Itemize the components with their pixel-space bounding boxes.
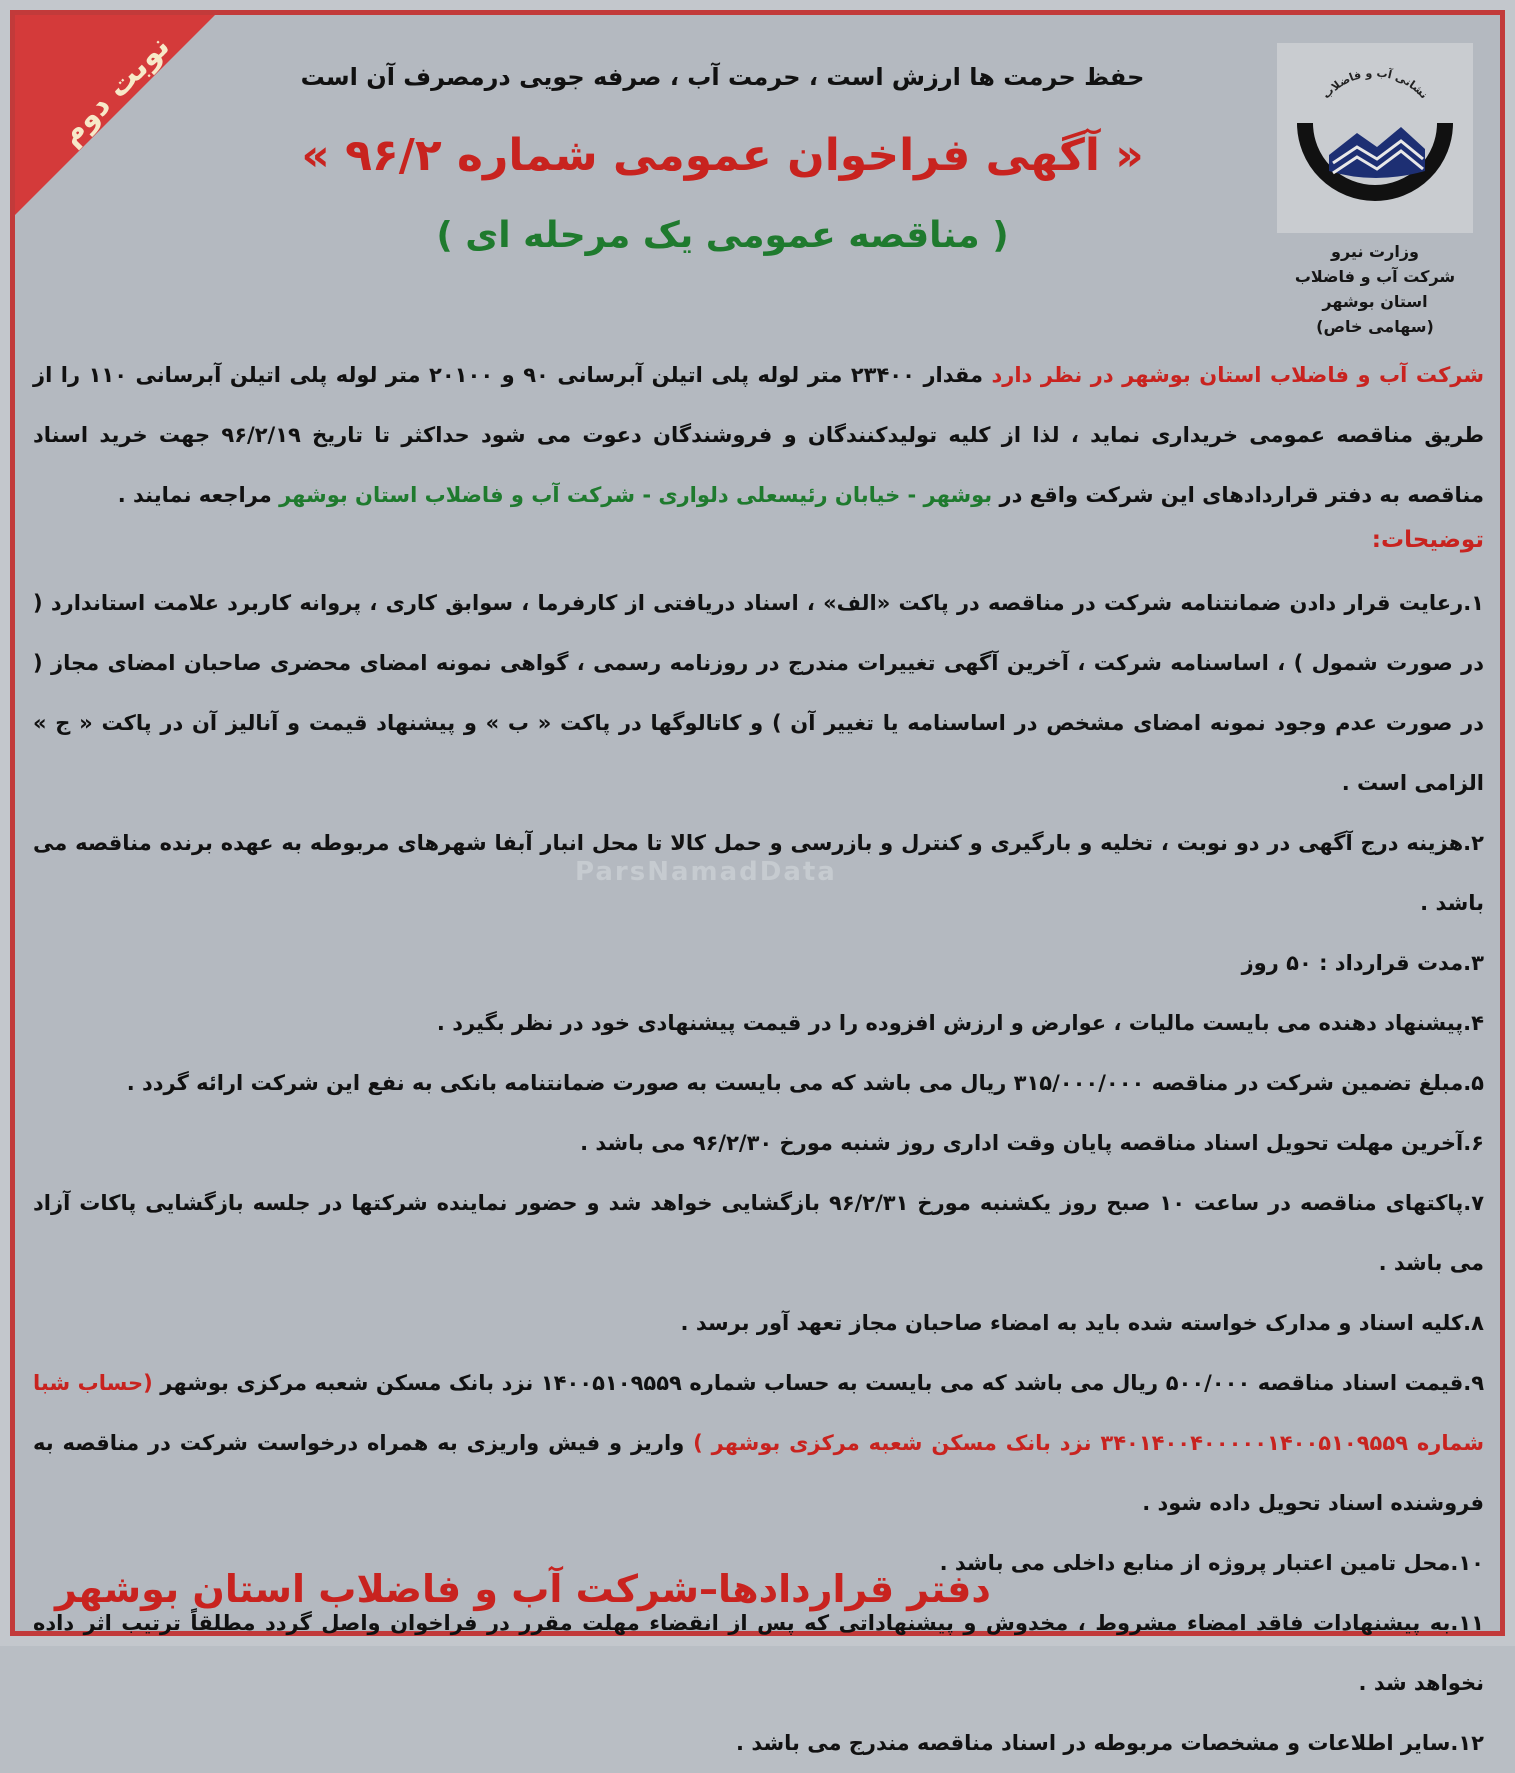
- svg-text:نشانی آب و فاضلاب: [1320, 66, 1431, 101]
- notes-heading: توضیحات:: [1371, 527, 1484, 553]
- intro-text-1: مقدار ۲۳۴۰۰ متر لوله پلی اتیلن آبرسانی ۹۰ و ۲۰۱۰۰ متر لوله پلی اتیلن آبرسانی ۱۱۰ را از طریق مناقصه عمومی خریداری نماید ، لذا از کلیه تولیدکنندگان و فروشندگان دعوت می شود حداکثر تا تاریخ ۹۶/۲/۱۹ جهت خرید اسناد مناقصه به دفتر قراردادهای این شرکت واقع در: [33, 363, 1484, 507]
- note-item-9: [33, 1353, 1484, 1533]
- note-9-text-1: ۹.قیمت اسناد مناقصه ۵۰۰/۰۰۰ ریال می باشد که می بایست به حساب شماره ۱۴۰۰۵۱۰۹۵۵۹ نزد بانک مسکن شعبه مرکزی بوشهر: [160, 1371, 1485, 1395]
- note-9-text-2: واریز و فیش واریزی به همراه درخواست شرکت در مناقصه به فروشنده اسناد تحویل داده شود .: [33, 1431, 1484, 1515]
- company-name: شرکت آب و فاضلاب استان بوشهر: [1294, 267, 1456, 311]
- water-slogan: حفظ حرمت ها ارزش است ، حرمت آب ، صرفه جویی درمصرف آن است: [300, 63, 1145, 91]
- note-item: ۳.مدت قرارداد : ۵۰ روز: [1241, 951, 1484, 975]
- intro-company: شرکت آب و فاضلاب استان بوشهر در نظر دارد: [991, 363, 1485, 387]
- intro-text-2: مراجعه نمایند .: [117, 483, 272, 507]
- ad-subtitle: ( مناقصه عمومی یک مرحله ای ): [436, 215, 1009, 256]
- corner-ribbon: [15, 15, 215, 215]
- logo-block: [1270, 43, 1480, 339]
- note-item: ۲.هزینه درج آگهی در دو نوبت ، تخلیه و بارگیری و کنترل و بازرسی و حمل کالا تا محل انبار آبفا شهرهای مربوطه به عهده برنده مناقصه می باشد .: [33, 831, 1484, 915]
- ad-frame: [10, 10, 1505, 1755]
- note-9-sheba: (حساب شبا شماره ۳۴۰۱۴۰۰۴۰۰۰۰۰۱۴۰۰۵۱۰۹۵۵۹ نزد بانک مسکن شعبه مرکزی بوشهر ): [33, 1371, 1485, 1455]
- note-item: ۱۱.به پیشنهادات فاقد امضاء مشروط ، مخدوش و پیشنهاداتی که پس از انقضاء مهلت مقرر در فراخوان واصل گردد مطلقاً ترتیب اثر داده نخواهد شد .: [33, 1611, 1484, 1695]
- ad-title: « آگهی فراخوان عمومی شماره ۹۶/۲ »: [301, 130, 1144, 181]
- note-item: ۸.کلیه اسناد و مدارک خواسته شده باید به امضاء صاحبان مجاز تعهد آور برسد .: [680, 1311, 1484, 1335]
- logo-svg: [1277, 43, 1473, 233]
- company-type: (سهامی خاص): [1316, 317, 1434, 336]
- note-item: ۱.رعایت قرار دادن ضمانتنامه شرکت در مناقصه در پاکت «الف» ، اسناد دریافتی از کارفرما ، سوابق کاری ، پروانه کاربرد علامت استاندارد ( در صورت شمول ) ، اساسنامه شرکت ، آخرین آگهی تغییرات مندرج در روزنامه رسمی ، گواهی نمونه امضای محضری صاحبان امضای مجاز ( در صورت عدم وجود نمونه امضای مشخص در اساسنامه یا تغییر آن ) و کاتالوگها در پاکت « ب » و پیشنهاد قیمت و آنالیز آن در پاکت « ج » الزامی است .: [33, 591, 1484, 795]
- footer-signature: دفتر قراردادها–شرکت آب و فاضلاب استان بوشهر: [55, 1567, 991, 1611]
- intro-paragraph: [33, 345, 1484, 525]
- ribbon-label: نوبت دوم: [53, 28, 177, 153]
- watermark: ParsNamadData: [575, 857, 837, 887]
- note-item: ۱۰.محل تامین اعتبار پروژه از منابع داخلی می باشد .: [939, 1551, 1484, 1575]
- note-item: ۵.مبلغ تضمین شرکت در مناقصه ۳۱۵/۰۰۰/۰۰۰ ریال می باشد که می بایست به صورت ضمانتنامه بانکی به نفع این شرکت ارائه گردد .: [126, 1071, 1484, 1095]
- intro-address: بوشهر - خیابان رئیسعلی دلواری - شرکت آب و فاضلاب استان بوشهر: [279, 483, 993, 507]
- logo-arc-text: نشانی آب و فاضلاب: [1319, 66, 1431, 102]
- note-item: ۴.پیشنهاد دهنده می بایست مالیات ، عوارض و ارزش افزوده را در قیمت پیشنهادی خود در نظر بگیرد .: [436, 1011, 1484, 1035]
- note-item: ۷.پاکتهای مناقصه در ساعت ۱۰ صبح روز یکشنبه مورخ ۹۶/۲/۳۱ بازگشایی خواهد شد و حضور نماینده شرکتها در جلسه بازگشایی پاکات آزاد می باشد .: [33, 1191, 1485, 1275]
- ministry-name: وزارت نیرو: [1331, 242, 1419, 261]
- water-company-logo-icon: [1277, 43, 1473, 233]
- note-item: ۶.آخرین مهلت تحویل اسناد مناقصه پایان وقت اداری روز شنبه مورخ ۹۶/۲/۳۰ می باشد .: [580, 1131, 1484, 1155]
- note-item: ۱۲.سایر اطلاعات و مشخصات مربوطه در اسناد مناقصه مندرج می باشد .: [736, 1731, 1484, 1755]
